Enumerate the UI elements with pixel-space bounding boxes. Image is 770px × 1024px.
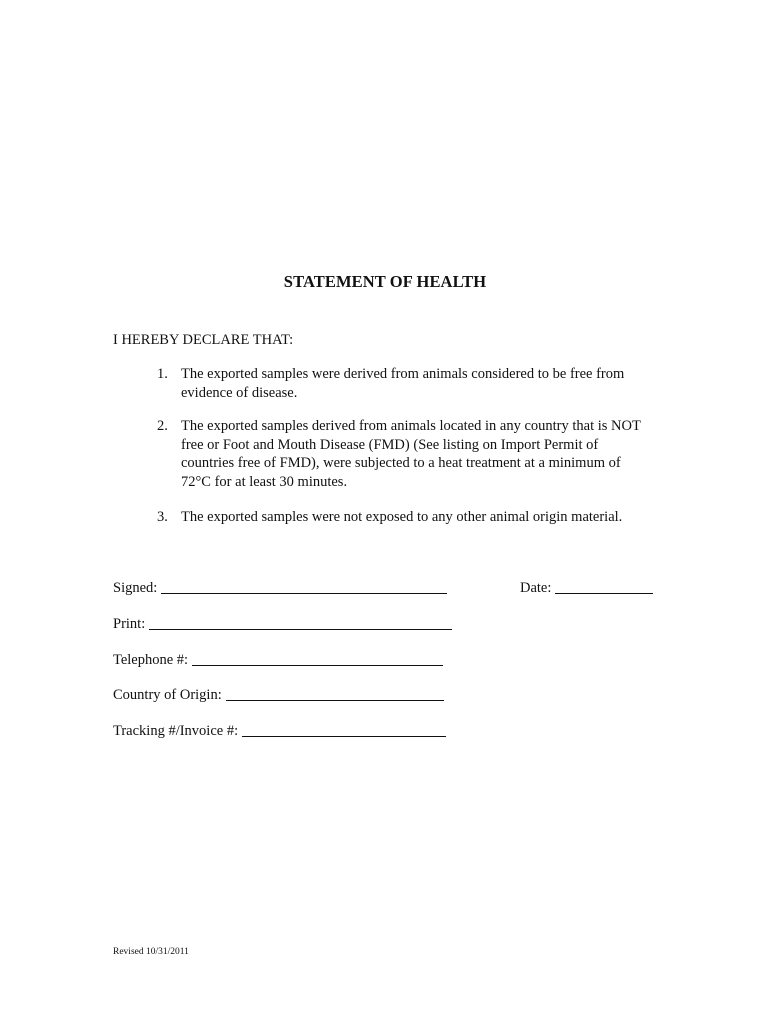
revision-footer: Revised 10/31/2011	[113, 947, 189, 957]
country-of-origin-input-line[interactable]	[226, 699, 444, 701]
tracking-invoice-input-line[interactable]	[242, 735, 446, 737]
print-label: Print:	[113, 616, 146, 632]
document-title: STATEMENT OF HEALTH	[283, 272, 487, 291]
item-number: 2.	[157, 418, 168, 434]
tracking-invoice-field	[113, 720, 446, 740]
signed-input-line[interactable]	[161, 592, 447, 594]
item-number: 1.	[157, 366, 168, 382]
country-of-origin-label: Country of Origin:	[113, 687, 222, 703]
signed-field	[113, 577, 447, 597]
print-input-line[interactable]	[149, 628, 452, 630]
item-number: 3.	[157, 509, 168, 525]
country-of-origin-field	[113, 684, 444, 704]
signed-label: Signed:	[113, 580, 158, 596]
date-label: Date:	[520, 580, 552, 596]
date-field	[520, 577, 653, 597]
item-text: The exported samples derived from animals located in any country that is NOT free or Foot and Mouth Disease (FMD) (See listing on Import Permit of countries free of FMD), were subjected to a heat treatment at a minimum of 72°C for at least 30 minutes.	[181, 418, 641, 490]
telephone-input-line[interactable]	[192, 664, 443, 666]
print-field	[113, 613, 452, 633]
item-text: The exported samples were not exposed to any other animal origin material.	[181, 509, 623, 525]
date-input-line[interactable]	[555, 592, 653, 594]
item-text: The exported samples were derived from animals considered to be free from evidence of disease.	[181, 366, 625, 401]
tracking-invoice-label: Tracking #/Invoice #:	[113, 723, 239, 739]
declaration-heading: I HEREBY DECLARE THAT:	[113, 332, 294, 348]
telephone-label: Telephone #:	[113, 652, 189, 668]
telephone-field	[113, 649, 443, 669]
